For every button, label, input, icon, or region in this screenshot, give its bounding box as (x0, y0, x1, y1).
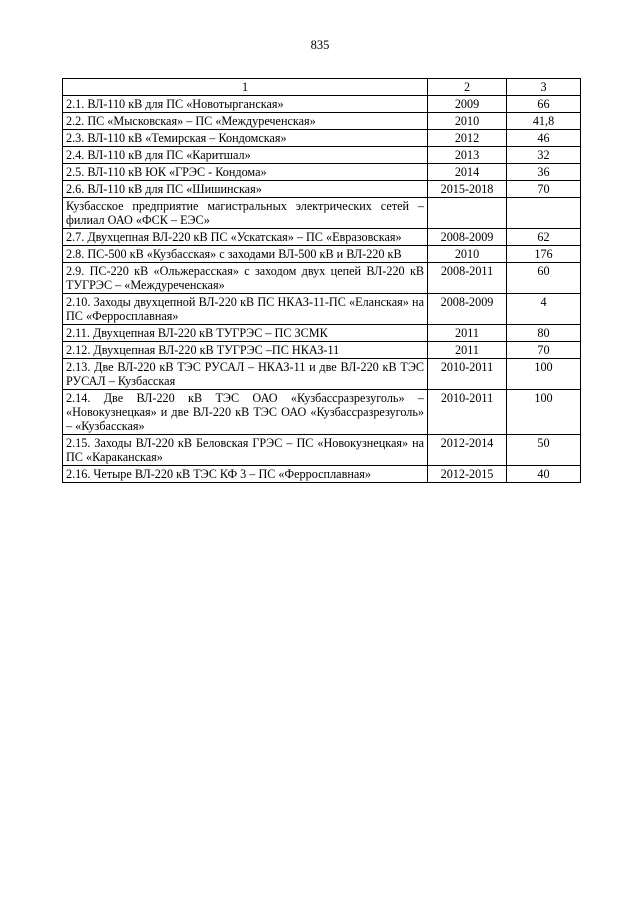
row-years-cell: 2013 (428, 147, 507, 164)
table-row (63, 96, 581, 113)
table-row (63, 359, 581, 390)
row-years-cell: 2012-2014 (428, 435, 507, 466)
row-length-cell: 40 (507, 466, 581, 483)
row-length-cell: 100 (507, 359, 581, 390)
row-name-cell: 2.12. Двухцепная ВЛ-220 кВ ТУГРЭС –ПС НКАЗ-11 (63, 342, 428, 359)
row-name-cell: 2.1. ВЛ-110 кВ для ПС «Новотырганская» (63, 96, 428, 113)
row-name-cell: 2.3. ВЛ-110 кВ «Темирская – Кондомская» (63, 130, 428, 147)
table-row (63, 325, 581, 342)
row-length-cell: 41,8 (507, 113, 581, 130)
table-row (63, 130, 581, 147)
row-length-cell: 36 (507, 164, 581, 181)
row-length-cell: 32 (507, 147, 581, 164)
row-years-cell: 2010 (428, 246, 507, 263)
table-row (63, 147, 581, 164)
row-name-cell: 2.16. Четыре ВЛ-220 кВ ТЭС КФ 3 – ПС «Ферросплавная» (63, 466, 428, 483)
row-length-cell: 4 (507, 294, 581, 325)
row-years-cell: 2010-2011 (428, 359, 507, 390)
row-name-cell: 2.15. Заходы ВЛ-220 кВ Беловская ГРЭС – ПС «Новокузнецкая» на ПС «Караканская» (63, 435, 428, 466)
row-years-cell: 2008-2009 (428, 229, 507, 246)
table-header-row (63, 79, 581, 96)
row-years-cell: 2009 (428, 96, 507, 113)
row-years-cell: 2012-2015 (428, 466, 507, 483)
row-years-cell (428, 198, 507, 229)
row-name-cell: 2.2. ПС «Мысковская» – ПС «Междуреченская» (63, 113, 428, 130)
row-length-cell: 62 (507, 229, 581, 246)
row-years-cell: 2012 (428, 130, 507, 147)
table-row (63, 246, 581, 263)
column-header-3: 3 (507, 79, 581, 96)
table-row (63, 164, 581, 181)
row-name-cell: 2.14. Две ВЛ-220 кВ ТЭС ОАО «Кузбассразрезуголь» – «Новокузнецкая» и две ВЛ-220 кВ ТЭС ОАО «Кузбассразрезуголь» – «Кузбасская» (63, 390, 428, 435)
row-years-cell: 2008-2011 (428, 263, 507, 294)
row-length-cell: 70 (507, 342, 581, 359)
table-row (63, 181, 581, 198)
row-name-cell: 2.9. ПС-220 кВ «Ольжерасская» с заходом двух цепей ВЛ-220 кВ ТУГРЭС – «Междуреченская» (63, 263, 428, 294)
table-row (63, 342, 581, 359)
row-name-cell: 2.10. Заходы двухцепной ВЛ-220 кВ ПС НКАЗ-11-ПС «Еланская» на ПС «Ферросплавная» (63, 294, 428, 325)
table-row (63, 435, 581, 466)
row-length-cell: 100 (507, 390, 581, 435)
table-row (63, 229, 581, 246)
row-name-cell: 2.7. Двухцепная ВЛ-220 кВ ПС «Ускатская» – ПС «Евразовская» (63, 229, 428, 246)
row-name-cell: Кузбасское предприятие магистральных электрических сетей – филиал ОАО «ФСК – ЕЭС» (63, 198, 428, 229)
column-header-1: 1 (63, 79, 428, 96)
row-years-cell: 2011 (428, 342, 507, 359)
row-name-cell: 2.4. ВЛ-110 кВ для ПС «Каритшал» (63, 147, 428, 164)
row-name-cell: 2.13. Две ВЛ-220 кВ ТЭС РУСАЛ – НКАЗ-11 и две ВЛ-220 кВ ТЭС РУСАЛ – Кузбасская (63, 359, 428, 390)
column-header-2: 2 (428, 79, 507, 96)
row-name-cell: 2.8. ПС-500 кВ «Кузбасская» с заходами ВЛ-500 кВ и ВЛ-220 кВ (63, 246, 428, 263)
table-row (63, 294, 581, 325)
table-row (63, 113, 581, 130)
table-row (63, 390, 581, 435)
row-length-cell: 46 (507, 130, 581, 147)
table-row (63, 466, 581, 483)
table-row (63, 198, 581, 229)
row-name-cell: 2.5. ВЛ-110 кВ ЮК «ГРЭС - Кондома» (63, 164, 428, 181)
row-years-cell: 2015-2018 (428, 181, 507, 198)
row-years-cell: 2011 (428, 325, 507, 342)
data-table (62, 78, 581, 483)
row-length-cell: 60 (507, 263, 581, 294)
row-length-cell: 80 (507, 325, 581, 342)
row-years-cell: 2010-2011 (428, 390, 507, 435)
row-length-cell: 66 (507, 96, 581, 113)
row-length-cell: 176 (507, 246, 581, 263)
row-years-cell: 2008-2009 (428, 294, 507, 325)
row-years-cell: 2014 (428, 164, 507, 181)
row-length-cell: 70 (507, 181, 581, 198)
row-length-cell: 50 (507, 435, 581, 466)
row-name-cell: 2.6. ВЛ-110 кВ для ПС «Шишинская» (63, 181, 428, 198)
table-row (63, 263, 581, 294)
page-number: 835 (310, 38, 330, 52)
row-length-cell (507, 198, 581, 229)
row-name-cell: 2.11. Двухцепная ВЛ-220 кВ ТУГРЭС – ПС ЗСМК (63, 325, 428, 342)
row-years-cell: 2010 (428, 113, 507, 130)
